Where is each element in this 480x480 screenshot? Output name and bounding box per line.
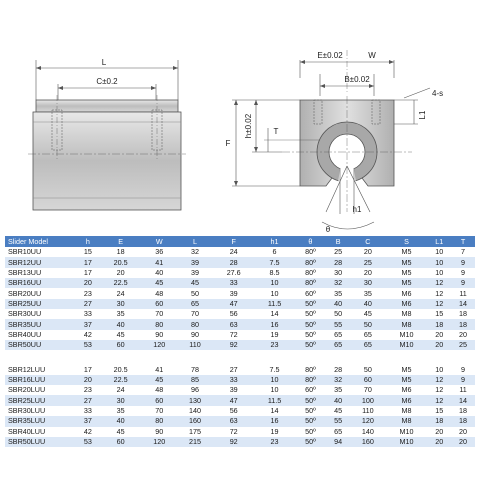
- header-l: L: [177, 236, 213, 247]
- value-cell: 41: [155, 364, 164, 374]
- value-cell: 20: [116, 267, 125, 277]
- value-cell: 23: [83, 288, 92, 298]
- value-cell: 20: [459, 329, 468, 339]
- value-cell: 45: [177, 278, 213, 288]
- value-cell: 18: [459, 309, 468, 319]
- value-cell: 120: [141, 437, 177, 447]
- value-cell: 9: [451, 278, 475, 288]
- table-row: [5, 288, 475, 298]
- value-cell: 35: [116, 405, 125, 415]
- value-cell: 140: [189, 405, 201, 415]
- value-cell: 39: [229, 385, 238, 395]
- value-cell: 19: [270, 426, 279, 436]
- value-cell: 20: [427, 340, 451, 350]
- value-cell: 80º: [305, 364, 316, 374]
- model-cell: SBR30UU: [8, 309, 42, 319]
- table-row: [5, 299, 475, 309]
- value-cell: 110: [362, 405, 374, 415]
- value-cell: 33: [213, 375, 255, 385]
- header-h: h: [76, 236, 100, 247]
- value-cell: 60: [100, 340, 142, 350]
- value-cell: 11.5: [255, 299, 295, 309]
- value-cell: 14: [451, 299, 475, 309]
- value-cell: 7.5: [269, 364, 280, 374]
- value-cell: 22.5: [100, 278, 142, 288]
- value-cell: 20: [76, 278, 100, 288]
- value-cell: 20: [435, 426, 444, 436]
- value-cell: 72: [229, 426, 238, 436]
- value-cell: 42: [83, 329, 92, 339]
- value-cell: 50: [191, 288, 199, 298]
- value-cell: 15: [83, 247, 92, 257]
- value-cell: 32: [191, 247, 199, 257]
- value-cell: M5: [401, 247, 412, 257]
- value-cell: 80: [141, 416, 177, 426]
- value-cell: 47: [213, 395, 255, 405]
- value-cell: 37: [76, 416, 100, 426]
- value-cell: 50º: [295, 437, 327, 447]
- value-cell: 41: [141, 257, 177, 267]
- value-cell: 50º: [305, 329, 316, 339]
- table-row: [5, 319, 475, 329]
- value-cell: 45: [363, 309, 372, 319]
- value-cell: 65: [326, 340, 350, 350]
- value-cell: 60: [141, 299, 177, 309]
- value-cell: 48: [155, 385, 164, 395]
- header-w: W: [141, 236, 177, 247]
- header-f: F: [213, 236, 255, 247]
- table-row: [5, 278, 475, 288]
- dim-L1: L1: [418, 110, 427, 120]
- value-cell: 80: [177, 319, 213, 329]
- table-group-gap: [5, 350, 475, 364]
- value-cell: 33: [213, 278, 255, 288]
- table-row: [5, 416, 475, 426]
- table-body: [5, 247, 475, 447]
- value-cell: 48: [155, 288, 164, 298]
- value-cell: 63: [213, 416, 255, 426]
- value-cell: 28: [213, 257, 255, 267]
- value-cell: 17: [83, 267, 92, 277]
- dim-B: B±0.02: [344, 75, 370, 84]
- value-cell: 50º: [295, 416, 327, 426]
- value-cell: 27: [229, 364, 238, 374]
- value-cell: 65: [350, 340, 386, 350]
- value-cell: 14: [270, 309, 279, 319]
- value-cell: 24: [116, 385, 125, 395]
- value-cell: 23: [255, 340, 295, 350]
- value-cell: 50: [363, 364, 372, 374]
- value-cell: M8: [386, 416, 428, 426]
- value-cell: 30: [100, 395, 142, 405]
- value-cell: M10: [386, 437, 428, 447]
- value-cell: 28: [326, 257, 350, 267]
- value-cell: 17: [83, 364, 92, 374]
- value-cell: 27.6: [226, 267, 241, 277]
- value-cell: M10: [386, 340, 428, 350]
- header-l1: L1: [427, 236, 451, 247]
- value-cell: 17: [76, 257, 100, 267]
- model-cell: SBR50UU: [5, 340, 76, 350]
- value-cell: 20: [363, 247, 372, 257]
- value-cell: M6: [401, 288, 412, 298]
- value-cell: 42: [83, 426, 92, 436]
- value-cell: 40: [326, 395, 350, 405]
- model-cell: SBR35LUU: [5, 416, 76, 426]
- value-cell: 20: [435, 329, 444, 339]
- value-cell: 11: [459, 385, 467, 395]
- value-cell: 27: [76, 395, 100, 405]
- value-cell: 120: [141, 340, 177, 350]
- dim-4s: 4-s: [432, 89, 444, 98]
- value-cell: 65: [363, 329, 372, 339]
- value-cell: 40: [155, 267, 164, 277]
- table-row: [5, 395, 475, 405]
- value-cell: 96: [191, 385, 199, 395]
- value-cell: 19: [270, 329, 279, 339]
- side-view: [28, 58, 186, 210]
- table-row: [5, 247, 475, 257]
- value-cell: 56: [229, 309, 238, 319]
- value-cell: M8: [401, 405, 412, 415]
- value-cell: 70: [191, 309, 199, 319]
- model-cell: SBR13UU: [8, 267, 42, 277]
- value-cell: 24: [116, 288, 125, 298]
- value-cell: 35: [116, 309, 125, 319]
- table-row: [5, 375, 475, 385]
- value-cell: 18: [451, 416, 475, 426]
- value-cell: 9: [451, 257, 475, 267]
- header-s: S: [386, 236, 428, 247]
- value-cell: 39: [229, 288, 238, 298]
- header-t: T: [451, 236, 475, 247]
- value-cell: 80: [141, 319, 177, 329]
- model-cell: SBR40UU: [8, 329, 42, 339]
- model-cell: SBR12UU: [5, 257, 76, 267]
- value-cell: 110: [177, 340, 213, 350]
- value-cell: 20: [427, 437, 451, 447]
- model-cell: SBR25UU: [5, 299, 76, 309]
- value-cell: 60: [100, 437, 142, 447]
- value-cell: 70: [155, 405, 164, 415]
- value-cell: 18: [116, 247, 125, 257]
- value-cell: M6: [401, 385, 412, 395]
- table-header-row: [5, 236, 475, 247]
- value-cell: 60º: [305, 288, 316, 298]
- dim-C: C±0.2: [96, 77, 118, 86]
- value-cell: 32: [326, 375, 350, 385]
- value-cell: 60º: [305, 385, 316, 395]
- value-cell: 65: [334, 426, 343, 436]
- model-cell: SBR12LUU: [8, 364, 46, 374]
- value-cell: 30: [100, 299, 142, 309]
- value-cell: 100: [350, 395, 386, 405]
- value-cell: 78: [191, 364, 199, 374]
- value-cell: 10: [435, 267, 444, 277]
- value-cell: 18: [451, 319, 475, 329]
- value-cell: 80º: [295, 278, 327, 288]
- value-cell: 11.5: [255, 395, 295, 405]
- value-cell: 7: [461, 247, 466, 257]
- value-cell: 130: [177, 395, 213, 405]
- value-cell: M8: [401, 309, 412, 319]
- value-cell: 63: [213, 319, 255, 329]
- dim-h: h±0.02: [244, 113, 253, 139]
- value-cell: 60: [141, 395, 177, 405]
- value-cell: 18: [427, 319, 451, 329]
- value-cell: 50º: [295, 395, 327, 405]
- value-cell: 53: [76, 437, 100, 447]
- value-cell: 14: [451, 395, 475, 405]
- value-cell: 20.5: [100, 257, 142, 267]
- value-cell: 45: [141, 278, 177, 288]
- value-cell: 160: [177, 416, 213, 426]
- value-cell: 45: [116, 329, 125, 339]
- value-cell: 7.5: [255, 257, 295, 267]
- value-cell: 40: [350, 299, 386, 309]
- value-cell: 55: [326, 416, 350, 426]
- dim-W: W: [368, 51, 376, 60]
- value-cell: 35: [363, 288, 372, 298]
- value-cell: 30: [350, 278, 386, 288]
- header-e: E: [100, 236, 142, 247]
- value-cell: M5: [386, 278, 428, 288]
- value-cell: 15: [435, 405, 444, 415]
- model-cell: SBR35UU: [5, 319, 76, 329]
- value-cell: 11: [459, 288, 467, 298]
- value-cell: 14: [270, 405, 279, 415]
- value-cell: 36: [155, 247, 164, 257]
- value-cell: 50: [350, 319, 386, 329]
- value-cell: 30: [334, 267, 343, 277]
- value-cell: 33: [83, 405, 92, 415]
- model-cell: SBR40LUU: [8, 426, 46, 436]
- gap-cell: [5, 350, 475, 364]
- value-cell: 12: [435, 288, 444, 298]
- value-cell: 90: [191, 329, 199, 339]
- value-cell: 65: [334, 329, 343, 339]
- value-cell: 50º: [295, 340, 327, 350]
- value-cell: 90: [155, 329, 164, 339]
- value-cell: 10: [435, 364, 444, 374]
- value-cell: M8: [386, 319, 428, 329]
- header-model: Slider Model: [5, 236, 76, 247]
- value-cell: 6: [272, 247, 277, 257]
- dim-L: L: [101, 58, 107, 67]
- value-cell: 35: [334, 288, 343, 298]
- value-cell: 10: [427, 257, 451, 267]
- value-cell: 24: [229, 247, 238, 257]
- value-cell: M6: [386, 395, 428, 405]
- header-h1: h1: [255, 236, 295, 247]
- value-cell: 25: [350, 257, 386, 267]
- value-cell: 20: [451, 437, 475, 447]
- value-cell: 12: [427, 299, 451, 309]
- value-cell: 23: [83, 385, 92, 395]
- value-cell: 39: [177, 257, 213, 267]
- value-cell: 55: [326, 319, 350, 329]
- value-cell: 32: [326, 278, 350, 288]
- value-cell: 50º: [305, 426, 316, 436]
- model-cell: SBR20UU: [8, 288, 42, 298]
- value-cell: 72: [229, 329, 238, 339]
- value-cell: 10: [255, 278, 295, 288]
- value-cell: 70: [363, 385, 372, 395]
- value-cell: 8.5: [269, 267, 280, 277]
- value-cell: 53: [76, 340, 100, 350]
- value-cell: 70: [155, 309, 164, 319]
- value-cell: 160: [350, 437, 386, 447]
- front-view: [226, 50, 444, 234]
- model-cell: SBR20LUU: [8, 385, 46, 395]
- table-row: [5, 385, 475, 395]
- value-cell: M10: [399, 329, 414, 339]
- value-cell: 140: [361, 426, 374, 436]
- value-cell: 80º: [305, 267, 316, 277]
- value-cell: 18: [427, 416, 451, 426]
- value-cell: 9: [451, 375, 475, 385]
- model-cell: SBR30LUU: [8, 405, 46, 415]
- value-cell: 25: [451, 340, 475, 350]
- model-cell: SBR50LUU: [5, 437, 76, 447]
- table-row: [5, 406, 475, 416]
- specification-table: [5, 236, 475, 447]
- value-cell: 50º: [295, 299, 327, 309]
- model-cell: SBR25LUU: [5, 395, 76, 405]
- value-cell: 20: [76, 375, 100, 385]
- value-cell: 56: [229, 405, 238, 415]
- value-cell: 16: [255, 416, 295, 426]
- table-row: [5, 427, 475, 437]
- value-cell: 39: [191, 267, 199, 277]
- table-row: [5, 364, 475, 374]
- value-cell: 50º: [295, 319, 327, 329]
- value-cell: M5: [401, 267, 412, 277]
- value-cell: 45: [116, 426, 125, 436]
- value-cell: 94: [326, 437, 350, 447]
- value-cell: 65: [177, 299, 213, 309]
- value-cell: 40: [100, 319, 142, 329]
- value-cell: 40: [100, 416, 142, 426]
- value-cell: M6: [386, 299, 428, 309]
- value-cell: 9: [461, 364, 466, 374]
- value-cell: 10: [270, 288, 279, 298]
- value-cell: 35: [334, 385, 343, 395]
- value-cell: 50: [334, 309, 343, 319]
- value-cell: 45: [141, 375, 177, 385]
- value-cell: 33: [83, 309, 92, 319]
- value-cell: 80º: [295, 375, 327, 385]
- dim-T: T: [273, 127, 279, 136]
- value-cell: M10: [399, 426, 414, 436]
- value-cell: 40: [326, 299, 350, 309]
- value-cell: 12: [427, 375, 451, 385]
- model-cell: SBR10UU: [8, 247, 42, 257]
- table-row: [5, 437, 475, 447]
- value-cell: 28: [334, 364, 343, 374]
- table-row: [5, 330, 475, 340]
- value-cell: M5: [386, 257, 428, 267]
- value-cell: 175: [189, 426, 201, 436]
- value-cell: 85: [177, 375, 213, 385]
- value-cell: 12: [427, 395, 451, 405]
- value-cell: 12: [427, 278, 451, 288]
- header-b: B: [326, 236, 350, 247]
- value-cell: 120: [350, 416, 386, 426]
- value-cell: 60: [350, 375, 386, 385]
- header-c: C: [350, 236, 386, 247]
- value-cell: 15: [435, 309, 444, 319]
- value-cell: M5: [386, 375, 428, 385]
- value-cell: 50º: [305, 405, 316, 415]
- value-cell: 90: [155, 426, 164, 436]
- value-cell: 23: [255, 437, 295, 447]
- technical-drawing: [0, 0, 480, 236]
- table-row: [5, 257, 475, 267]
- value-cell: 20: [363, 267, 372, 277]
- value-cell: 45: [334, 405, 343, 415]
- dim-F: F: [225, 139, 231, 148]
- value-cell: 20.5: [113, 364, 128, 374]
- value-cell: M5: [401, 364, 412, 374]
- value-cell: 16: [255, 319, 295, 329]
- value-cell: 12: [435, 385, 444, 395]
- value-cell: 18: [459, 405, 468, 415]
- value-cell: 80º: [305, 247, 316, 257]
- value-cell: 47: [213, 299, 255, 309]
- dim-theta: θ: [325, 225, 331, 234]
- value-cell: 25: [334, 247, 343, 257]
- value-cell: 9: [461, 267, 466, 277]
- value-cell: 37: [76, 319, 100, 329]
- value-cell: 50º: [305, 309, 316, 319]
- value-cell: 92: [213, 340, 255, 350]
- value-cell: 22.5: [100, 375, 142, 385]
- value-cell: 10: [255, 375, 295, 385]
- table-row: [5, 268, 475, 278]
- value-cell: 215: [177, 437, 213, 447]
- value-cell: 10: [270, 385, 279, 395]
- header-theta: θ: [295, 236, 327, 247]
- value-cell: 10: [435, 247, 444, 257]
- value-cell: 92: [213, 437, 255, 447]
- table-row: [5, 309, 475, 319]
- model-cell: SBR16LUU: [5, 375, 76, 385]
- value-cell: 80º: [295, 257, 327, 267]
- value-cell: 27: [76, 299, 100, 309]
- model-cell: SBR16UU: [5, 278, 76, 288]
- dim-h1: h1: [352, 205, 362, 214]
- dim-E: E±0.02: [317, 51, 343, 60]
- table-row: [5, 340, 475, 350]
- value-cell: 20: [459, 426, 468, 436]
